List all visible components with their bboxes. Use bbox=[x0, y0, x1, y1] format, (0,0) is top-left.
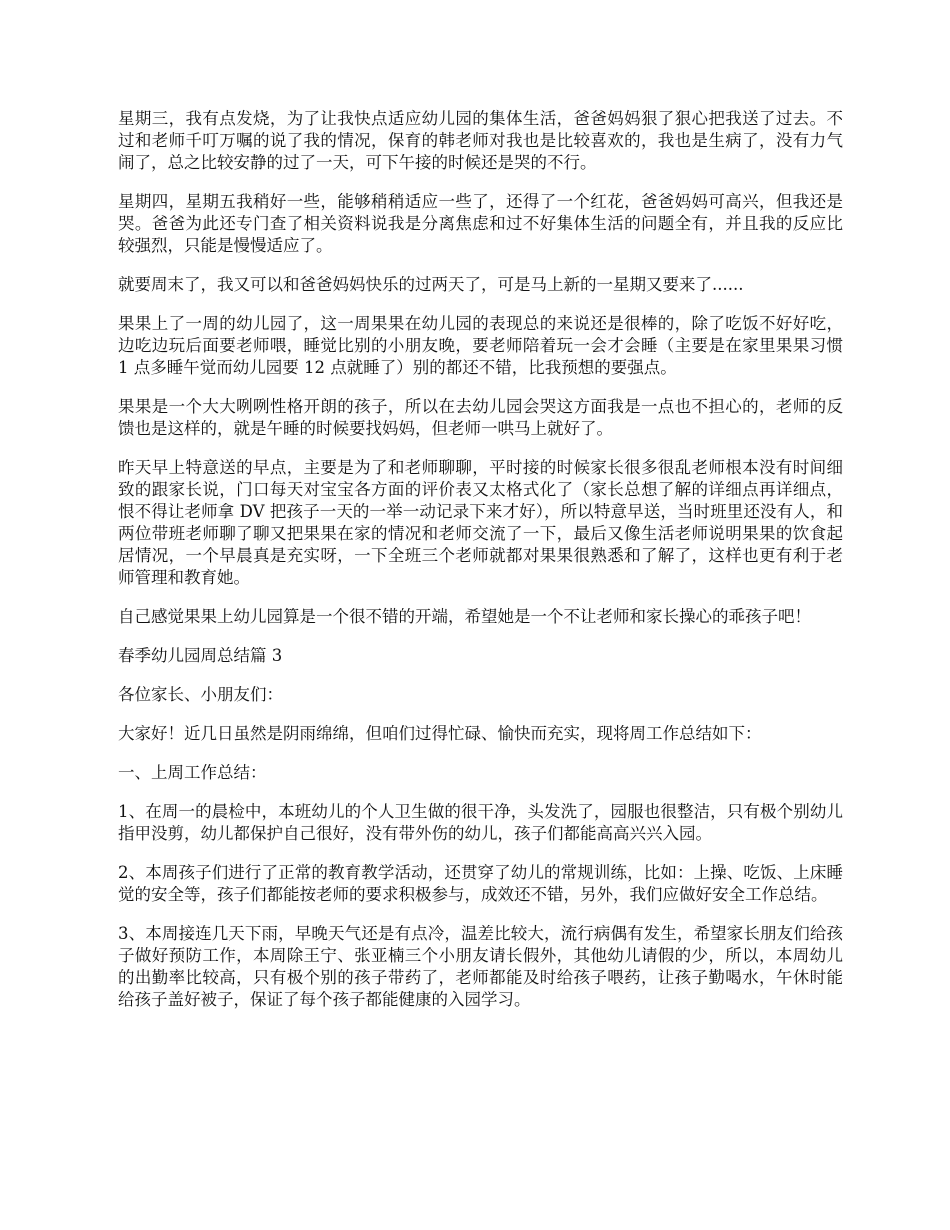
subheading-last-week: 一、上周工作总结： bbox=[118, 763, 267, 782]
paragraph-early-dropoff: 昨天早上特意送的早点，主要是为了和老师聊聊，平时接的时候家长很多很乱老师根本没有时间细致的跟家长说，门口每天对宝宝各方面的评价表又太格式化了（家长总想了解的详细点再详细点，恨不得让老师拿 DV 把孩子一天的一举一动记录下来才好），所以特意早送，当时班里还没有人，和两位带班老师聊了聊又把果果在家的情况和老师交流了一下，最后又像生活老师说明果果的饮食起居情况，一个早晨真是充实呀，一下全班三个老师就都对果果很熟悉和了解了，这样也更有利于老师管理和教育她。 bbox=[118, 458, 843, 587]
paragraph-first-week: 果果上了一周的幼儿园了，这一周果果在幼儿园的表现总的来说还是很棒的，除了吃饭不好好吃，边吃边玩后面要老师喂，睡觉比别的小朋友晚，要老师陪着玩一会才会睡（主要是在家里果果习惯 1 点多睡午觉而幼儿园要 12 点就睡了）别的都还不错，比我预想的要强点。 bbox=[118, 314, 843, 377]
paragraph-wednesday: 星期三，我有点发烧，为了让我快点适应幼儿园的集体生活，爸爸妈妈狠了狠心把我送了过去。不过和老师千叮万嘱的说了我的情况，保育的韩老师对我也是比较喜欢的，我也是生病了，没有力气闹了，总之比较安静的过了一天，可下午接的时候还是哭的不行。 bbox=[118, 109, 843, 172]
paragraph-good-start: 自己感觉果果上幼儿园算是一个很不错的开端，希望她是一个不让老师和家长操心的乖孩子吧！ bbox=[118, 607, 811, 626]
list-item-2: 2、本周孩子们进行了正常的教育教学活动，还贯穿了幼儿的常规训练，比如：上操、吃饭、上床睡觉的安全等，孩子们都能按老师的要求积极参与，成效还不错，另外，我们应做好安全工作总结。 bbox=[118, 863, 843, 904]
paragraph-greeting: 大家好！近几日虽然是阴雨绵绵，但咱们过得忙碌、愉快而充实，现将周工作总结如下： bbox=[118, 724, 762, 743]
document-body bbox=[118, 108, 843, 1028]
paragraph-thursday-friday: 星期四，星期五我稍好一些，能够稍稍适应一些了，还得了一个红花，爸爸妈妈可高兴，但我还是哭。爸爸为此还专门查了相关资料说我是分离焦虑和过不好集体生活的问题全有，并且我的反应比较强烈，只能是慢慢适应了。 bbox=[118, 192, 843, 255]
paragraph-personality: 果果是一个大大咧咧性格开朗的孩子，所以在去幼儿园会哭这方面我是一点也不担心的，老师的反馈也是这样的，就是午睡的时候要找妈妈，但老师一哄马上就好了。 bbox=[118, 397, 843, 438]
list-item-1: 1、在周一的晨检中，本班幼儿的个人卫生做的很干净，头发洗了，园服也很整洁，只有极个别幼儿指甲没剪，幼儿都保护自己很好，没有带外伤的幼儿，孩子们都能高高兴兴入园。 bbox=[118, 802, 843, 843]
paragraph-weekend: 就要周末了，我又可以和爸爸妈妈快乐的过两天了，可是马上新的一星期又要来了...... bbox=[118, 275, 744, 294]
salutation: 各位家长、小朋友们： bbox=[118, 685, 283, 704]
section-heading: 春季幼儿园周总结篇 3 bbox=[118, 646, 283, 665]
list-item-3: 3、本周接连几天下雨，早晚天气还是有点冷，温差比较大，流行病偶有发生，希望家长朋友们给孩子做好预防工作，本周除王宁、张亚楠三个小朋友请长假外，其他幼儿请假的少，所以，本周幼儿的出勤率比较高，只有极个别的孩子带药了，老师都能及时给孩子喂药，让孩子勤喝水，午休时能给孩子盖好被子，保证了每个孩子都能健康的入园学习。 bbox=[118, 924, 843, 1009]
